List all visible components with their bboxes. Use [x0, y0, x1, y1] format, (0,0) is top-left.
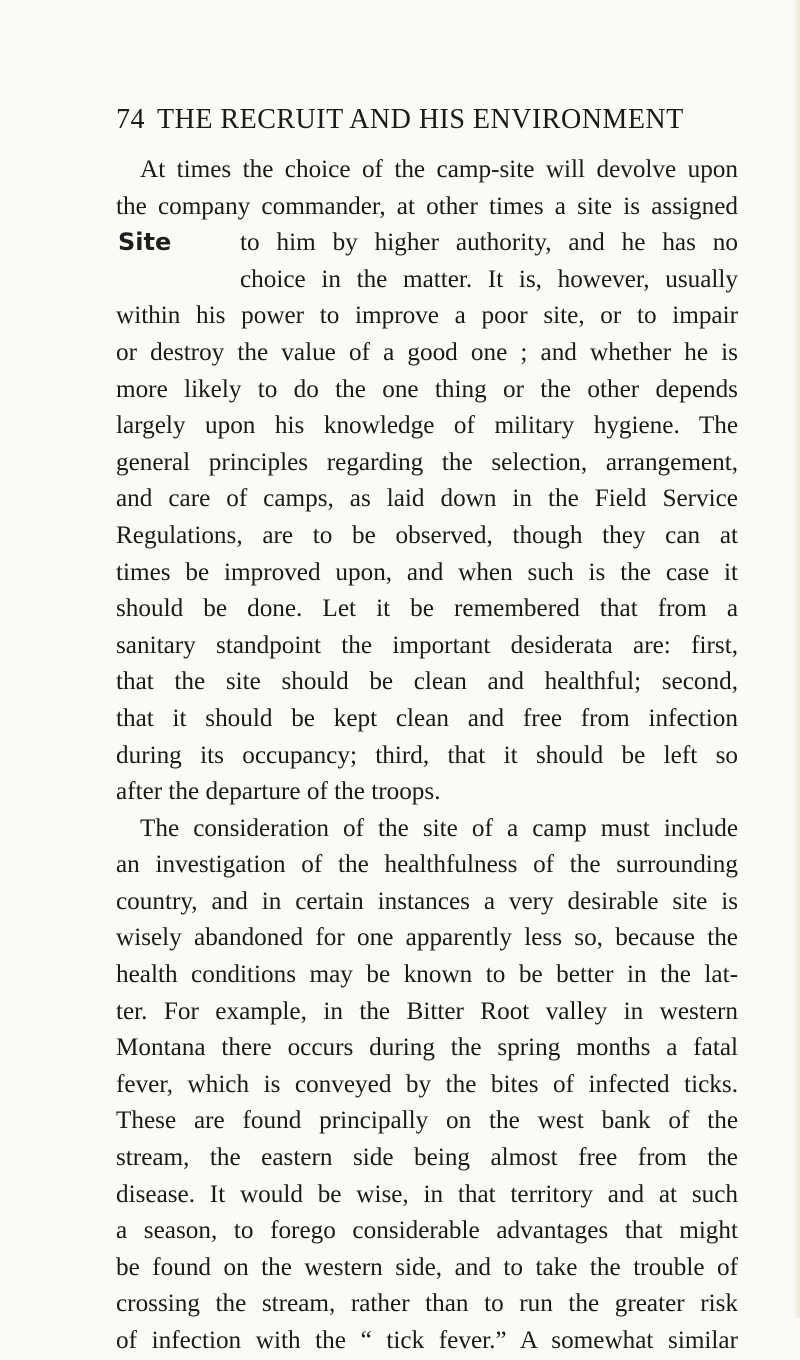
text-line: fever, which is conveyed by the bites of infected ticks. [116, 1070, 738, 1098]
text-line: an investigation of the healthfulness of the surrounding [116, 851, 738, 879]
text-line: sanitary standpoint the important desiderata are: first, [116, 631, 738, 659]
body-text [116, 152, 738, 1360]
text-line: and care of camps, as laid down in the Field Service [116, 485, 738, 513]
text-line: within his power to improve a poor site, or to impair [116, 302, 738, 330]
margin-note-site: Site [118, 228, 172, 256]
text-line: or destroy the value of a good one ; and whether he is [116, 338, 738, 366]
text-line: crossing the stream, rather than to run the greater risk [116, 1290, 738, 1318]
text-line: Montana there occurs during the spring months a fatal [116, 1034, 738, 1062]
text-line: stream, the eastern side being almost free from the [116, 1144, 738, 1172]
text-line: general principles regarding the selection, arrangement, [116, 448, 738, 476]
page-number: 74 [116, 104, 145, 135]
text-line: to him by higher authority, and he has no [240, 229, 738, 257]
text-line: that it should be kept clean and free from infection [116, 704, 738, 732]
text-line: a season, to forego considerable advantages that might [116, 1217, 738, 1245]
text-line: ter. For example, in the Bitter Root valley in western [116, 997, 738, 1025]
text-line: At times the choice of the camp-site will devolve upon [140, 156, 738, 183]
text-line: of infection with the “ tick fever.” A somewhat similar [116, 1327, 738, 1354]
text-line: the company commander, at other times a site is assigned [116, 192, 738, 220]
text-line: that the site should be clean and healthful; second, [116, 668, 738, 696]
text-line: health conditions may be known to be better in the lat- [116, 961, 738, 989]
text-line: after the departure of the troops. [116, 778, 441, 806]
text-line: disease. It would be wise, in that territory and at such [116, 1180, 738, 1208]
text-line: choice in the matter. It is, however, usually [240, 265, 738, 293]
running-title: THE RECRUIT AND HIS ENVIRONMENT [157, 104, 684, 135]
text-line: Regulations, are to be observed, though they can at [116, 521, 738, 549]
text-line: These are found principally on the west bank of the [116, 1107, 738, 1135]
text-line: during its occupancy; third, that it should be left so [116, 741, 738, 769]
text-line: The consideration of the site of a camp must include [140, 814, 738, 842]
text-line: times be improved upon, and when such is the case it [116, 558, 738, 586]
running-head [116, 104, 738, 136]
page-edge-shadow [792, 0, 800, 1318]
text-line: wisely abandoned for one apparently less so, because the [116, 924, 738, 952]
text-line: should be done. Let it be remembered that from a [116, 595, 738, 623]
text-line: largely upon his knowledge of military hygiene. The [116, 412, 738, 440]
text-line: be found on the western side, and to take the trouble of [116, 1253, 738, 1281]
text-line: country, and in certain instances a very desirable site is [116, 887, 738, 915]
text-line: more likely to do the one thing or the other depends [116, 375, 738, 403]
